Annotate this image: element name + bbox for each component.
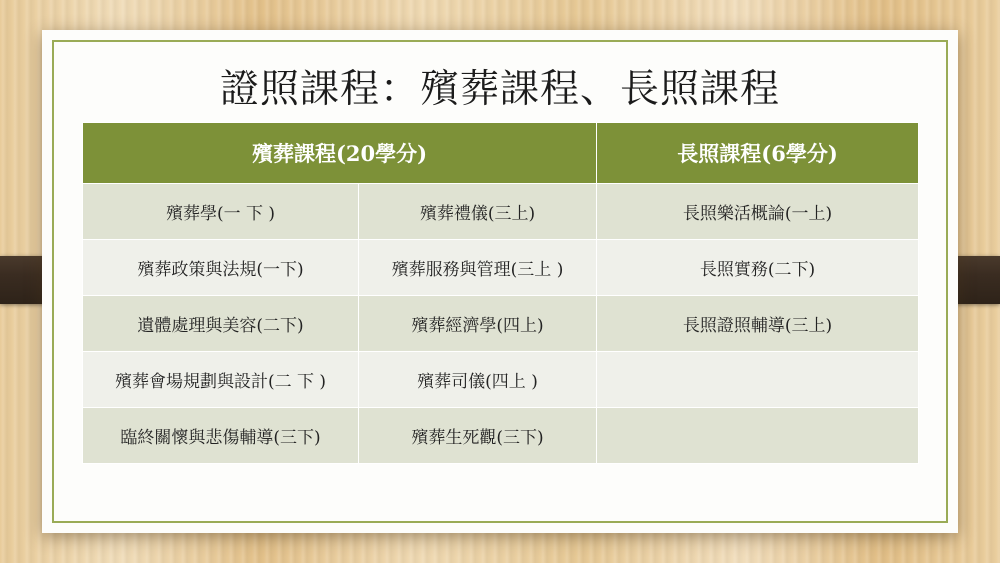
slide-page: [42, 30, 958, 533]
table-row: [83, 352, 919, 408]
cell-care-empty: [597, 408, 919, 464]
table-row: [83, 184, 919, 240]
table-row: [83, 408, 919, 464]
page-title: 證照課程：殯葬課程、長照課程: [219, 67, 780, 112]
cell-funeral-a: 殯葬政策與法規(一下): [83, 240, 359, 296]
cell-care: 長照實務(二下): [597, 240, 919, 296]
table-row: [83, 240, 919, 296]
cell-care: 長照證照輔導(三上): [597, 296, 919, 352]
header-longterm-care-courses: 長照課程(6學分): [597, 123, 919, 184]
course-table: [82, 122, 919, 464]
cell-funeral-a: 殯葬學(一 下 ): [83, 184, 359, 240]
cell-funeral-b: 殯葬經濟學(四上): [359, 296, 597, 352]
cell-care-empty: [597, 352, 919, 408]
cell-funeral-a: 臨終關懷與悲傷輔導(三下): [83, 408, 359, 464]
cell-funeral-b: 殯葬服務與管理(三上 ): [359, 240, 597, 296]
cell-funeral-b: 殯葬生死觀(三下): [359, 408, 597, 464]
cell-funeral-b: 殯葬禮儀(三上): [359, 184, 597, 240]
header-funeral-courses: 殯葬課程(20學分): [83, 123, 597, 184]
table-row: [83, 296, 919, 352]
table-header-row: [83, 123, 919, 184]
cell-funeral-a: 殯葬會場規劃與設計(二 下 ): [83, 352, 359, 408]
cell-funeral-b: 殯葬司儀(四上 ): [359, 352, 597, 408]
cell-care: 長照樂活概論(一上): [597, 184, 919, 240]
cell-funeral-a: 遺體處理與美容(二下): [83, 296, 359, 352]
